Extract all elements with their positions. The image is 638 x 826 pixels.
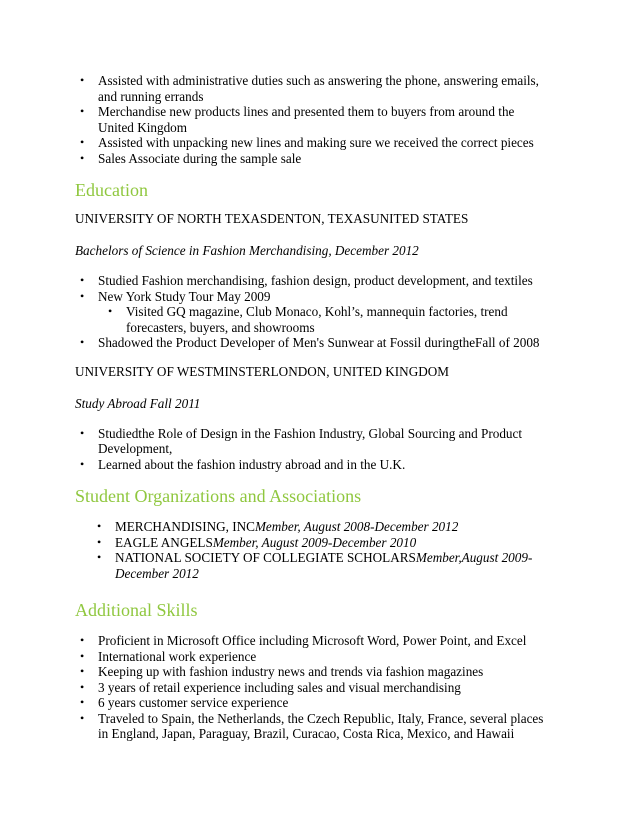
skills-heading: Additional Skills bbox=[75, 600, 198, 620]
list-item bbox=[115, 550, 550, 581]
org-name: MERCHANDISING, INC bbox=[115, 519, 255, 534]
list-item: • Visited GQ magazine, Club Monaco, Kohl’s, mannequin factories, trend forecasters, buyers, and showrooms bbox=[126, 304, 550, 335]
list-item: • 3 years of retail experience including sales and visual merchandising bbox=[98, 680, 550, 696]
org-role: Member, August 2009-December 2010 bbox=[212, 534, 417, 550]
school1-sublist bbox=[75, 304, 550, 335]
list-item: • International work experience bbox=[98, 649, 550, 665]
list-item: • Studied Fashion merchandising, fashion design, product development, and textiles bbox=[98, 273, 550, 289]
list-item: • Assisted with unpacking new lines and making sure we received the correct pieces bbox=[98, 135, 550, 151]
experience-list bbox=[75, 73, 550, 166]
org-name: NATIONAL SOCIETY OF COLLEGIATE SCHOLARS bbox=[115, 550, 416, 565]
degree-line: Bachelors of Science in Fashion Merchandising, December 2012 bbox=[75, 243, 419, 258]
org-name: EAGLE ANGELS bbox=[115, 534, 213, 550]
skills-list bbox=[75, 633, 550, 742]
resume-content bbox=[75, 73, 550, 742]
education-heading: Education bbox=[75, 180, 148, 200]
list-item: • Proficient in Microsoft Office including Microsoft Word, Power Point, and Excel bbox=[98, 633, 550, 649]
org-role: Member, August 2008-December 2012 bbox=[254, 519, 459, 534]
school-name: UNIVERSITY OF WESTMINSTERLONDON, UNITED KINGDOM bbox=[75, 363, 449, 379]
list-item: • Learned about the fashion industry abroad and in the U.K. bbox=[98, 457, 550, 473]
list-item bbox=[115, 535, 550, 551]
list-item: • Assisted with administrative duties such as answering the phone, answering emails, and running errands bbox=[98, 73, 550, 104]
school2-list bbox=[75, 426, 550, 473]
list-item: • 6 years customer service experience bbox=[98, 695, 550, 711]
list-item: • Shadowed the Product Developer of Men's Sunwear at Fossil duringtheFall of 2008 bbox=[98, 335, 550, 351]
organizations-list bbox=[75, 519, 550, 581]
list-item: • New York Study Tour May 2009 bbox=[98, 289, 550, 305]
list-item: • Studiedthe Role of Design in the Fashion Industry, Global Sourcing and Product Development, bbox=[98, 426, 550, 457]
list-item bbox=[115, 519, 550, 535]
school1-list-end bbox=[75, 335, 550, 351]
program-line: Study Abroad Fall 2011 bbox=[75, 395, 201, 411]
list-item: • Keeping up with fashion industry news and trends via fashion magazines bbox=[98, 664, 550, 680]
list-item: • Traveled to Spain, the Netherlands, the Czech Republic, Italy, France, several places in England, Japan, Paraguay, Brazil, Curacao, Costa Rica, Mexico, and Hawaii bbox=[98, 711, 550, 742]
organizations-heading: Student Organizations and Associations bbox=[75, 486, 362, 506]
org-role: Member,August 2009-December 2012 bbox=[115, 550, 533, 581]
list-item: • Merchandise new products lines and presented them to buyers from around the United Kingdom bbox=[98, 104, 550, 135]
school1-list bbox=[75, 273, 550, 304]
school-name: UNIVERSITY OF NORTH TEXASDENTON, TEXASUNITED STATES bbox=[75, 211, 469, 226]
list-item: • Sales Associate during the sample sale bbox=[98, 151, 550, 167]
